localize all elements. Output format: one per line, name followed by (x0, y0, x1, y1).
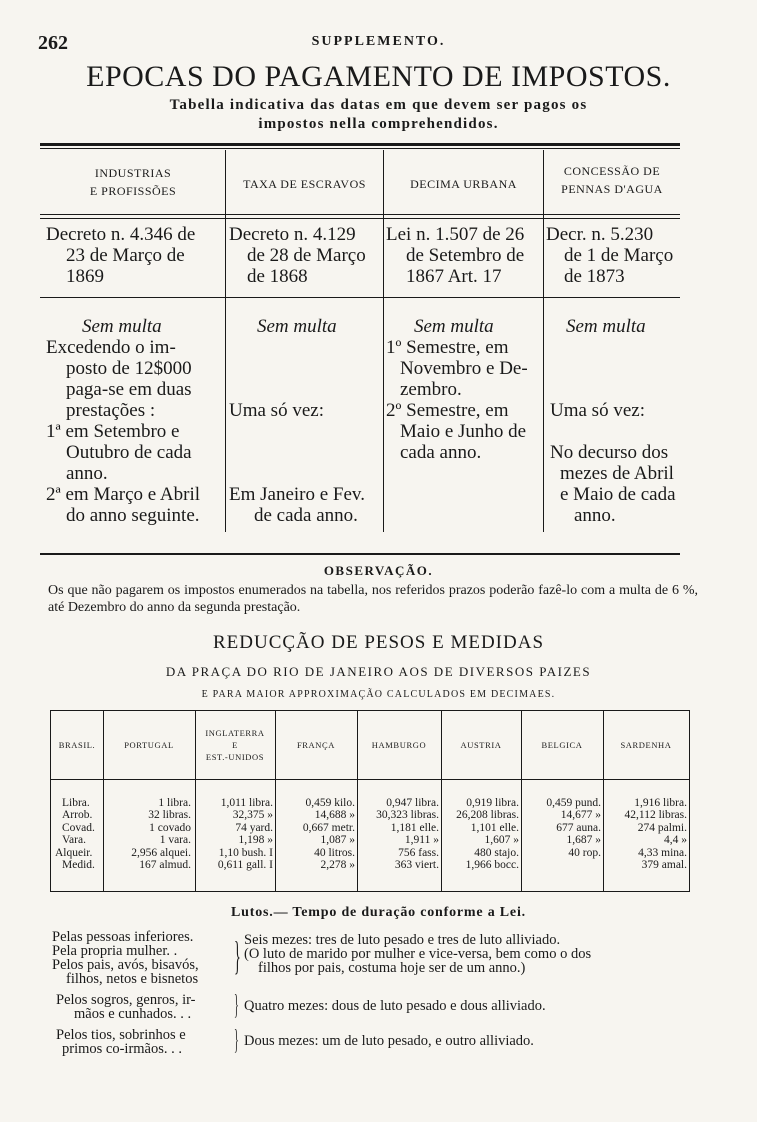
col-franca: 0,459 kilo. 14,688 » 0,667 metr. 1,087 » 40 litros. 2,278 » (302, 797, 355, 872)
measures-header-rule (51, 779, 689, 780)
brace-icon: } (234, 990, 239, 1021)
lutos-left-1: Pelas pessoas inferiores. Pela propria mulher. . Pelos pais, avós, bisavós, filhos, netos e bisnetos (52, 929, 199, 987)
col-austria: 0,919 libra. 26,208 libras. 1,101 elle. 1,607 » 480 stajo. 1,966 bocc. (456, 797, 519, 872)
header-belgica: BELGICA (541, 740, 583, 750)
brace-icon: } (234, 933, 241, 978)
decree-industrias: Decreto n. 4.346 de 23 de Março de 1869 (46, 224, 196, 287)
lutos-left-3: Pelos tios, sobrinhos e primos co-irmãos. . . (56, 1027, 186, 1057)
header-austria: AUSTRIA (460, 740, 502, 750)
running-head: SUPPLEMENTO. (311, 34, 446, 49)
column-divider (225, 150, 226, 532)
header-inglaterra: INGLATERRA E EST.-UNIDOS (205, 728, 265, 762)
table-bottom-rule (40, 553, 680, 555)
col-belgica: 0,459 pund. 14,677 » 677 auna. 1,687 » 40 rop. (546, 797, 601, 859)
header-sardenha: SARDENHA (620, 740, 672, 750)
column-divider (383, 150, 384, 532)
decree-escravos: Decreto n. 4.129 de 28 de Março de 1868 (229, 224, 366, 287)
header-industrias: INDUSTRIAS E PROFISSÕES (89, 166, 177, 198)
subtitle-line-2: impostos nella comprehendidos. (258, 116, 499, 132)
lutos-right-3: Dous mezes: um de luto pesado, e outro alliviado. (244, 1033, 534, 1049)
measures-table (50, 710, 690, 892)
table-top-rule-thin (40, 148, 680, 149)
reduction-subtitle-2: E PARA MAIOR APPROXIMAÇÃO CALCULADOS EM DECIMAES. (201, 689, 556, 700)
decree-pennas: Decr. n. 5.230 de 1 de Março de 1873 (546, 224, 674, 287)
col-escravos-body: Sem multa Uma só vez: Em Janeiro e Fev. de cada anno. (229, 316, 365, 526)
lutos-title: Lutos.— Tempo de duração conforme a Lei. (231, 905, 526, 920)
col-inglaterra: 1,011 libra. 32,375 » 74 yard. 1,198 » 1,10 bush. I 0,611 gall. I (217, 797, 273, 872)
col-decima-body: Sem multa 1º Semestre, em Novembro e De- zembro. 2º Semestre, em Maio e Junho de cada anno. (386, 316, 528, 463)
header-decima-urbana: DECIMA URBANA (410, 177, 517, 191)
page-title: EPOCAS DO PAGAMENTO DE IMPOSTOS. (86, 60, 671, 93)
col-pennas-body: Sem multa Uma só vez: No decurso dos mezes de Abril e Maio de cada anno. (550, 316, 676, 526)
observation-title: OBSERVAÇÃO. (323, 563, 434, 578)
header-rule (40, 214, 680, 215)
observation-text: Os que não pagarem os impostos enumerados na tabella, nos referidos prazos poderão fazê-lo com a multa de 6 %, até Dezembro do anno da segunda prestação. (48, 583, 698, 615)
header-taxa-escravos: TAXA DE ESCRAVOS (243, 177, 366, 191)
header-brasil: BRASIL. (58, 740, 96, 750)
column-divider (543, 150, 544, 532)
lutos-right-1: Seis mezes: tres de luto pesado e tres de luto alliviado. (O luto de marido por mulher e vice-versa, bem como o dos filhos por pais, costuma hoje ser de um anno.) (244, 932, 592, 976)
page-number: 262 (38, 32, 68, 54)
col-industrias-body: Sem multa Excedendo o im- posto de 12$000 paga-se em duas prestações : 1ª em Setembro e Outubro de cada anno. 2ª em Março e Abril do anno seguinte. (46, 316, 201, 526)
header-pennas-agua: CONCESSÃO DE PENNAS D'AGUA (561, 164, 663, 196)
col-brasil: Libra. Arrob. Covad. Vara. Alqueir. Medid. (55, 797, 95, 872)
col-hamburgo: 0,947 libra. 30,323 libras. 1,181 elle. 1,911 » 756 fass. 363 viert. (376, 797, 439, 872)
header-portugal: PORTUGAL (124, 740, 174, 750)
header-rule-2 (40, 218, 680, 219)
header-franca: FRANÇA (296, 740, 336, 750)
decree-rule (40, 297, 680, 298)
col-portugal: 1 libra. 32 libras. 1 covado 1 vara. 2,956 alquei. 167 almud. (131, 797, 191, 872)
brace-icon: } (234, 1025, 239, 1056)
lutos-right-2: Quatro mezes: dous de luto pesado e dous alliviado. (244, 998, 546, 1014)
col-sardenha: 1,916 libra. 42,112 libras. 274 palmi. 4,4 » 4,33 mina. 379 amal. (624, 797, 687, 872)
decree-decima: Lei n. 1.507 de 26 de Setembro de 1867 Art. 17 (386, 224, 525, 287)
lutos-left-2: Pelos sogros, genros, ir- mãos e cunhados. . . (56, 992, 196, 1022)
subtitle-line-1: Tabella indicativa das datas em que devem ser pagos os (169, 97, 588, 113)
header-hamburgo: HAMBURGO (371, 740, 427, 750)
reduction-title: REDUCÇÃO DE PESOS E MEDIDAS (212, 632, 545, 653)
table-top-rule (40, 143, 680, 146)
reduction-subtitle-1: DA PRAÇA DO RIO DE JANEIRO AOS DE DIVERSOS PAIZES (165, 664, 592, 679)
